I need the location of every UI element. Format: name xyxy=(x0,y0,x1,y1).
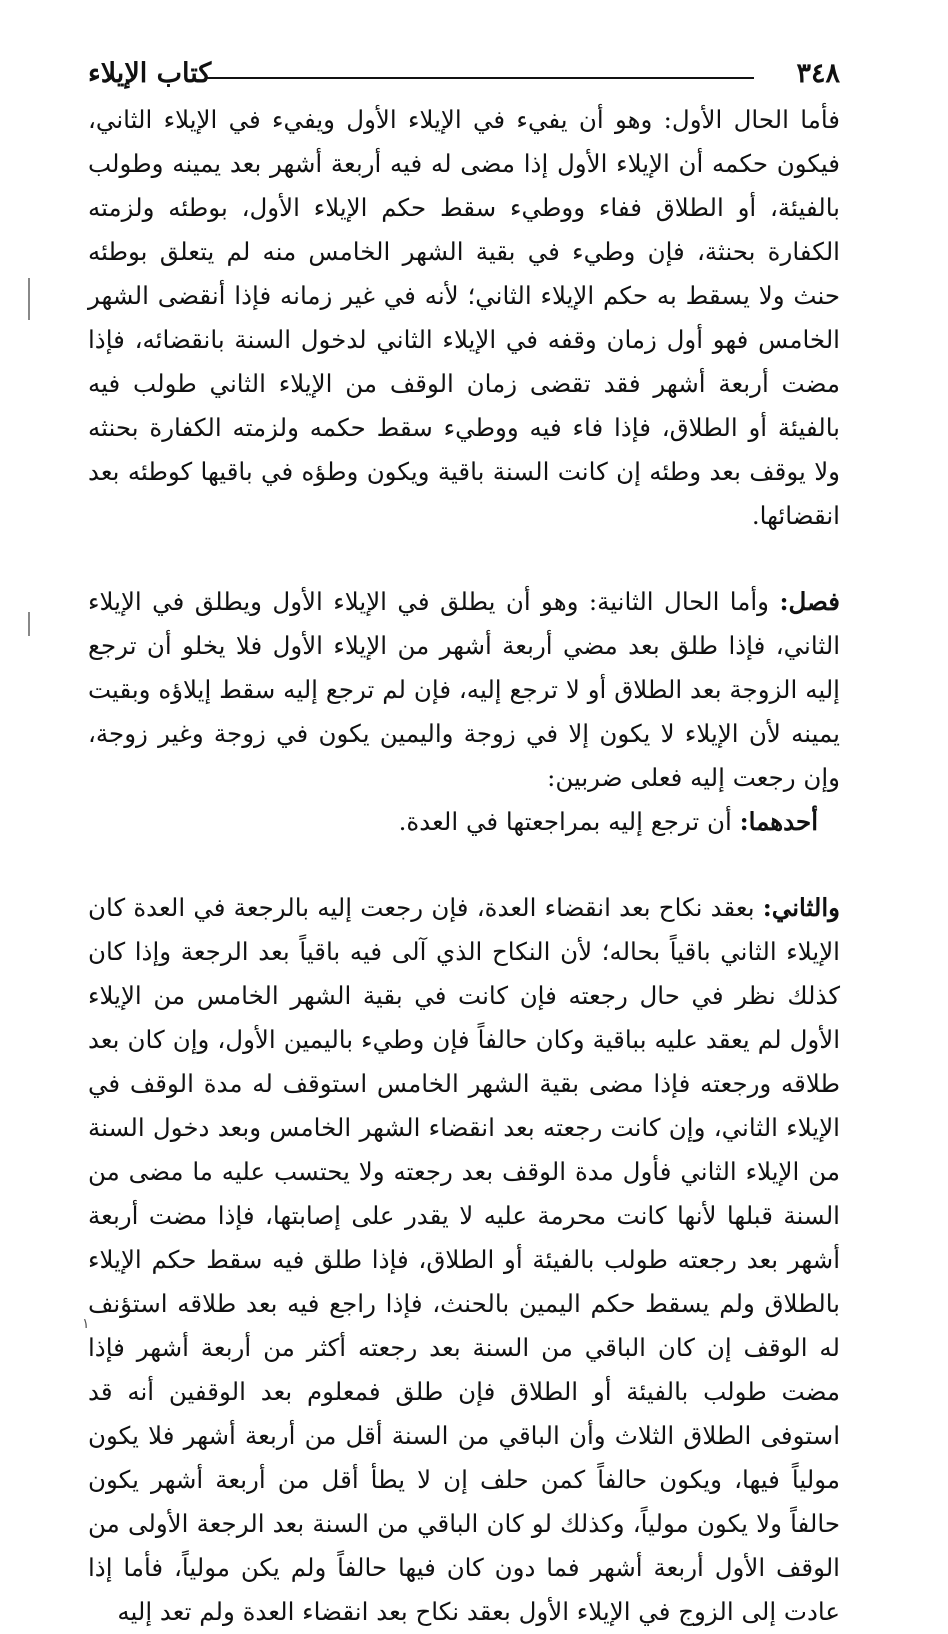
page-body xyxy=(88,98,840,1634)
paragraph-text: بعقد نكاح بعد انقضاء العدة، فإن رجعت إليه بالرجعة في العدة كان الإيلاء الثاني باقياً بحاله؛ لأن النكاح الذي آلى فيه باقياً بعد الرجعة وإذا كان كذلك نظر في حال رجعته فإن كانت في بقية الشهر الخامس من الإيلاء الأول لم يعقد عليه بباقية وكان حالفاً فإن وطيء باليمين الأول، وإن كان بعد طلاقه ورجعته فإذا مضى بقية الشهر الخامس استوقف له مدة الوقف في الإيلاء الثاني، وإن كانت رجعته بعد انقضاء الشهر الخامس وبعد دخول السنة من الإيلاء الثاني فأول مدة الوقف بعد رجعته ولا يحتسب عليه ما مضى من السنة قبلها لأنها كانت محرمة عليه لا يقدر على إصابتها، فإذا مضت أربعة أشهر بعد رجعته طولب بالفيئة أو الطلاق، فإذا طلق فيه سقط حكم الإيلاء بالطلاق ولم يسقط حكم اليمين بالحنث، فإذا راجع فيه بعد طلاقه استؤنف له الوقف إن كان الباقي من السنة بعد رجعته أكثر من أربعة أشهر فإذا مضت طولب بالفيئة أو الطلاق فإن طلق فمعلوم بعد الوقفين أنه قد استوفى الطلاق الثلاث وأن الباقي من السنة أقل من أربعة أشهر فلا يكون مولياً فيها، ويكون حالفاً كمن حلف إن لا يطأ أقل من أربعة أشهر يكون حالفاً ولا يكون مولياً، وكذلك لو كان الباقي من السنة بعد الرجعة الأولى من الوقف الأول أربعة أشهر فما دون كان فيها حالفاً ولم يكن مولياً، فأما إذا عادت إلى الزوج في الإيلاء الأول بعقد نكاح بعد انقضاء العدة ولم تعد إليه xyxy=(88,893,840,1626)
paragraph-text: أن ترجع إليه بمراجعتها في العدة. xyxy=(398,807,740,836)
paragraph-text: فأما الحال الأول: وهو أن يفيء في الإيلاء الأول ويفيء في الإيلاء الثاني، فيكون حكمه أن الإيلاء الأول إذا مضى له فيه أربعة أشهر بعد يمينه وطولب بالفيئة، أو الطلاق ففاء ووطيء سقط حكم الإيلاء الأول، بوطئه ولزمته الكفارة بحنثة، فإن وطيء في بقية الشهر الخامس منه لم يتعلق بوطئه حنث ولا يسقط به حكم الإيلاء الثاني؛ لأنه في غير زمانه فإذا أنقضى الشهر الخامس فهو أول زمان وقفه في الإيلاء الثاني لدخول السنة بانقضائه، فإذا مضت أربعة أشهر فقد تقضى زمان الوقف من الإيلاء الثاني طولب فيه بالفيئة أو الطلاق، فإذا فاء فيه ووطيء سقط حكمه ولزمته الكفارة بحنثه ولا يوقف بعد وطئه إن كانت السنة باقية ويكون وطؤه في باقيها كوطئه بعد انقضائها. xyxy=(88,105,840,530)
book-title: كتاب الإيلاء xyxy=(88,58,212,89)
first-type-keyword: أحدهما: xyxy=(739,807,818,836)
footer-mark: ١ xyxy=(82,1316,90,1332)
paragraph-text: وأما الحال الثانية: وهو أن يطلق في الإيلاء الأول ويطلق في الإيلاء الثاني، فإذا طلق بعد مضي أربعة أشهر من الإيلاء الأول فلا يخلو أن ترجع إليه الزوجة بعد الطلاق أو لا ترجع إليه، فإن لم ترجع إليه سقط إيلاؤه وبقيت يمينه لأن الإيلاء لا يكون إلا في زوجة واليمين يكون في زوجة وغير زوجة، وإن رجعت إليه فعلى ضربين: xyxy=(88,587,840,792)
second-type-keyword: والثاني: xyxy=(762,893,840,922)
header-rule xyxy=(206,77,754,79)
paragraph-gap xyxy=(88,844,840,886)
paragraph-gap xyxy=(88,538,840,580)
margin-mark-upper xyxy=(28,278,30,320)
section-keyword: فصل: xyxy=(779,587,840,616)
margin-mark-lower xyxy=(28,612,30,636)
paragraph-first-type xyxy=(88,800,840,844)
paragraph-first-state xyxy=(88,98,840,538)
paragraph-second-type xyxy=(88,886,840,1634)
paragraph-section xyxy=(88,580,840,800)
page-number: ٣٤٨ xyxy=(796,58,840,89)
page-header xyxy=(88,54,840,94)
